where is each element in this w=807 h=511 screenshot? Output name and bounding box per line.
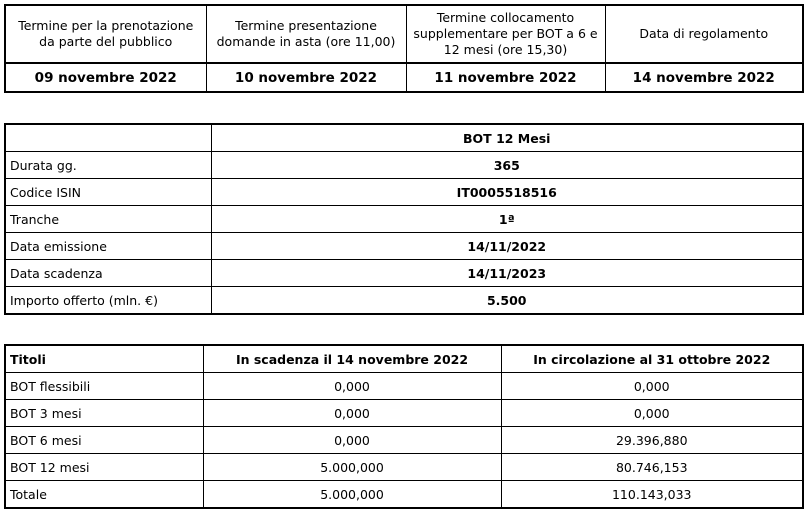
schedule-header-row bbox=[5, 5, 803, 63]
title-name: BOT 3 mesi bbox=[5, 400, 203, 427]
titles-row bbox=[5, 400, 803, 427]
details-label: Durata gg. bbox=[5, 152, 211, 179]
details-row bbox=[5, 260, 803, 287]
header-supplementary-deadline: Termine collocamento supplementare per BOT a 6 e 12 mesi (ore 15,30) bbox=[406, 5, 605, 63]
title-name: BOT flessibili bbox=[5, 373, 203, 400]
title-outstanding: 0,000 bbox=[501, 400, 803, 427]
title-outstanding: 110.143,033 bbox=[501, 481, 803, 509]
title-name: Totale bbox=[5, 481, 203, 509]
title-outstanding: 0,000 bbox=[501, 373, 803, 400]
details-row bbox=[5, 287, 803, 315]
title-outstanding: 80.746,153 bbox=[501, 454, 803, 481]
schedule-table bbox=[4, 4, 804, 93]
title-expiring: 0,000 bbox=[203, 400, 501, 427]
value-settlement-date: 14 novembre 2022 bbox=[605, 63, 803, 92]
details-label: Importo offerto (mln. €) bbox=[5, 287, 211, 315]
details-row bbox=[5, 233, 803, 260]
details-header-row bbox=[5, 124, 803, 152]
header-booking-deadline: Termine per la prenotazione da parte del pubblico bbox=[5, 5, 206, 63]
title-name: BOT 6 mesi bbox=[5, 427, 203, 454]
title-expiring: 5.000,000 bbox=[203, 481, 501, 509]
details-value: 1ª bbox=[211, 206, 803, 233]
details-value: 14/11/2023 bbox=[211, 260, 803, 287]
details-row bbox=[5, 206, 803, 233]
details-label: Codice ISIN bbox=[5, 179, 211, 206]
details-value: 14/11/2022 bbox=[211, 233, 803, 260]
titles-total-row bbox=[5, 481, 803, 509]
title-expiring: 0,000 bbox=[203, 373, 501, 400]
bot-details-table bbox=[4, 123, 804, 315]
details-value: 5.500 bbox=[211, 287, 803, 315]
title-expiring: 5.000,000 bbox=[203, 454, 501, 481]
titles-header-name: Titoli bbox=[5, 345, 203, 373]
title-expiring: 0,000 bbox=[203, 427, 501, 454]
details-column-title: BOT 12 Mesi bbox=[211, 124, 803, 152]
title-outstanding: 29.396,880 bbox=[501, 427, 803, 454]
titles-row bbox=[5, 373, 803, 400]
details-value: 365 bbox=[211, 152, 803, 179]
value-auction-deadline: 10 novembre 2022 bbox=[206, 63, 406, 92]
value-supplementary-deadline: 11 novembre 2022 bbox=[406, 63, 605, 92]
value-booking-deadline: 09 novembre 2022 bbox=[5, 63, 206, 92]
titles-table bbox=[4, 344, 804, 509]
titles-header-expiring: In scadenza il 14 novembre 2022 bbox=[203, 345, 501, 373]
details-label: Data scadenza bbox=[5, 260, 211, 287]
details-value: IT0005518516 bbox=[211, 179, 803, 206]
header-settlement-date: Data di regolamento bbox=[605, 5, 803, 63]
titles-header-outstanding: In circolazione al 31 ottobre 2022 bbox=[501, 345, 803, 373]
details-row bbox=[5, 152, 803, 179]
titles-row bbox=[5, 454, 803, 481]
details-corner-cell bbox=[5, 124, 211, 152]
titles-row bbox=[5, 427, 803, 454]
header-auction-deadline: Termine presentazione domande in asta (ore 11,00) bbox=[206, 5, 406, 63]
titles-header-row bbox=[5, 345, 803, 373]
details-label: Data emissione bbox=[5, 233, 211, 260]
schedule-values-row bbox=[5, 63, 803, 92]
details-label: Tranche bbox=[5, 206, 211, 233]
title-name: BOT 12 mesi bbox=[5, 454, 203, 481]
details-row bbox=[5, 179, 803, 206]
